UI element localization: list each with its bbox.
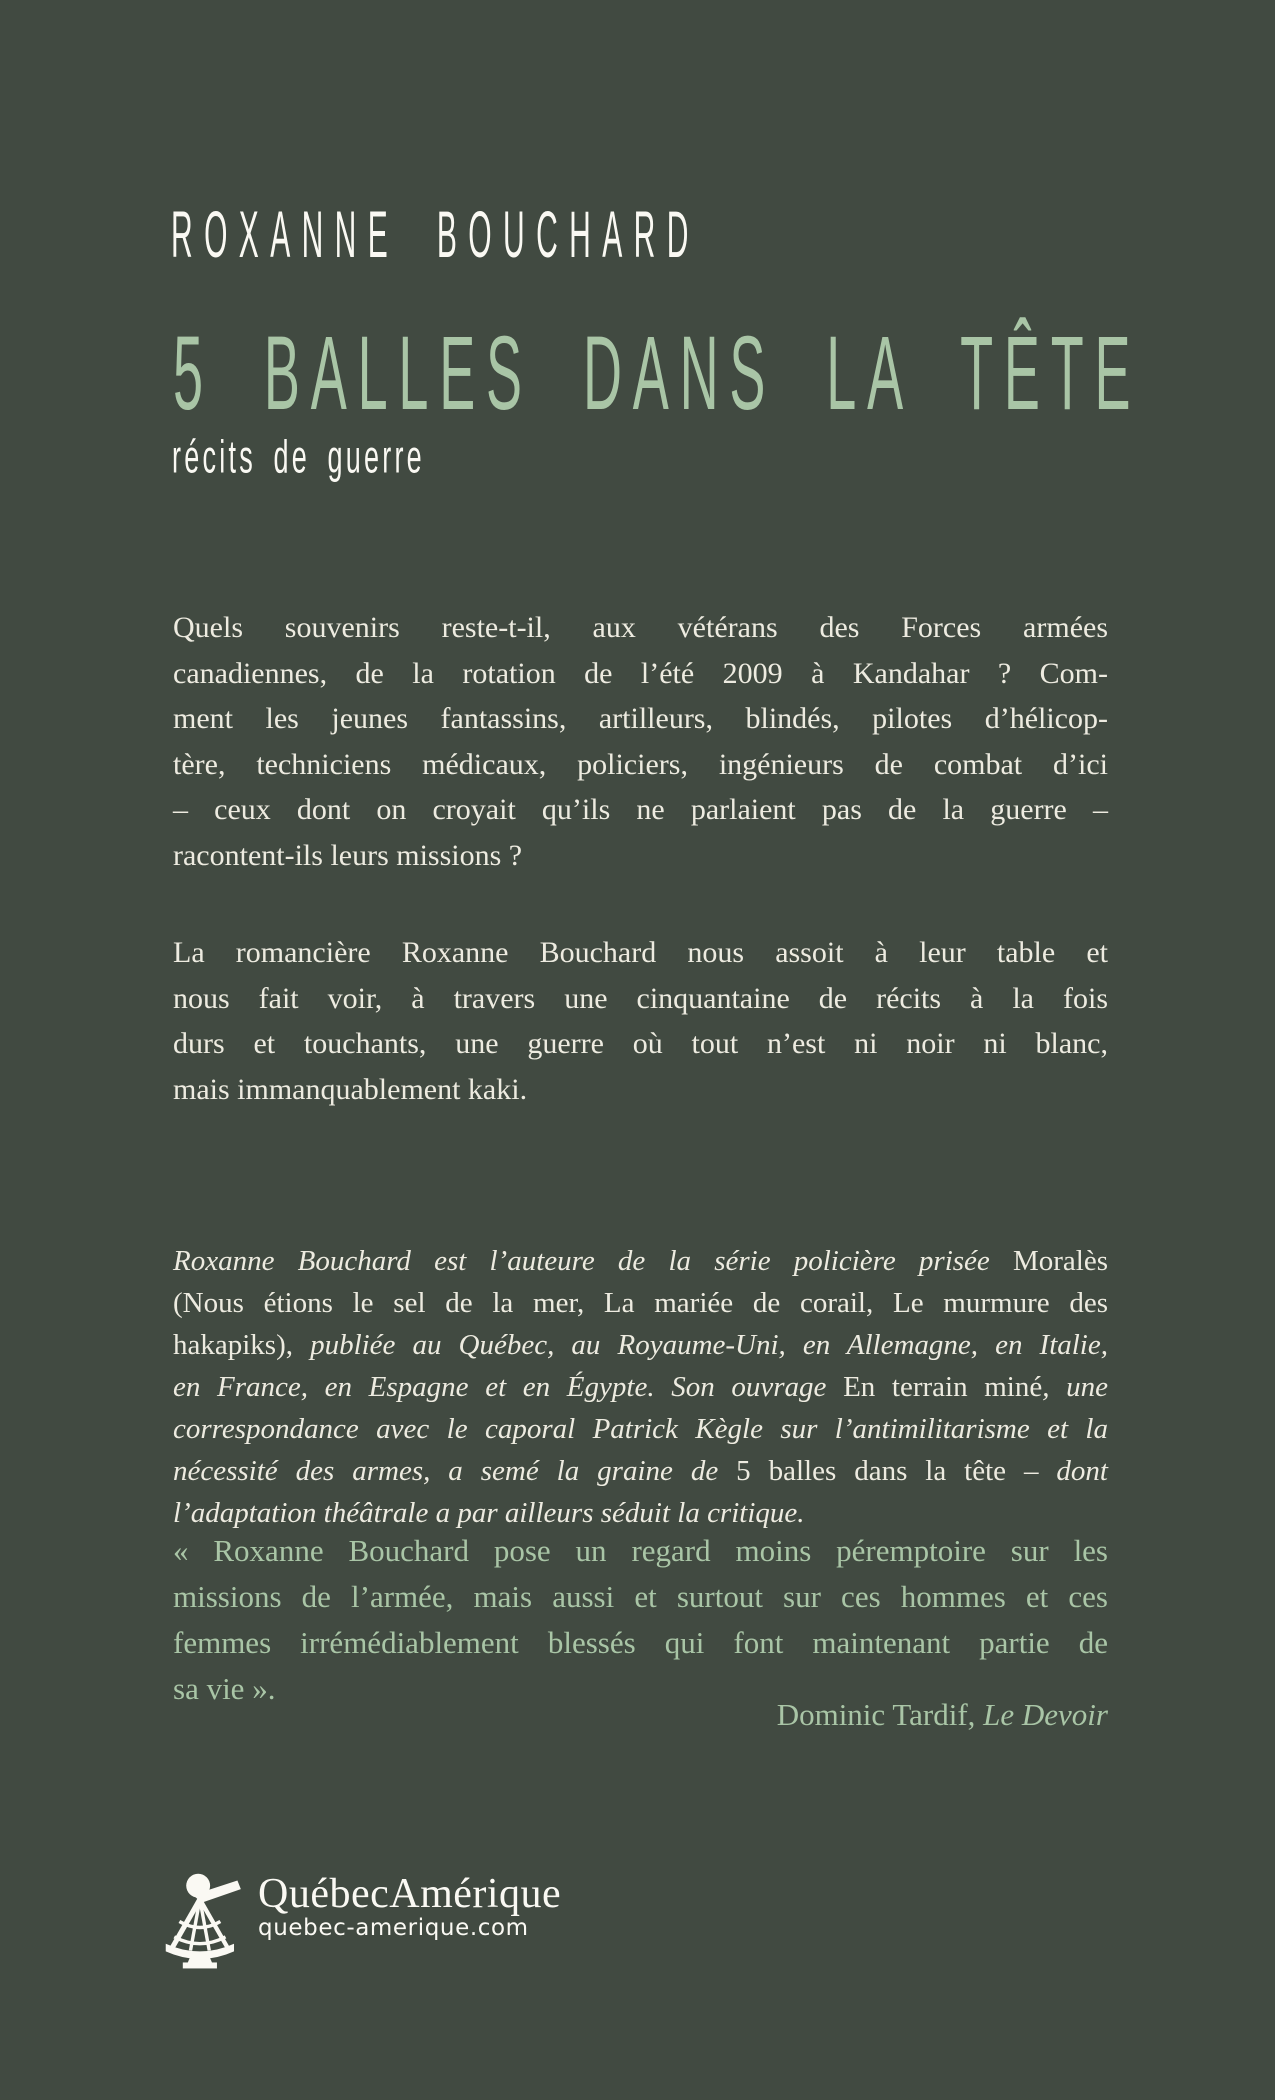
quote-attribution bbox=[173, 1695, 1108, 1735]
text-line bbox=[173, 787, 1108, 833]
text-segment: sa vie ». bbox=[173, 1671, 276, 1706]
text-line bbox=[173, 1067, 1108, 1113]
italic-text-segment: , une bbox=[1042, 1371, 1109, 1403]
book-subtitle: récits de guerre bbox=[172, 431, 425, 483]
text-line bbox=[173, 1021, 1108, 1067]
synopsis-paragraph-2 bbox=[173, 930, 1108, 1112]
text-line bbox=[173, 651, 1108, 697]
text-segment: durs et touchants, une guerre où tout n’est ni noir ni blanc, bbox=[173, 1027, 1108, 1060]
publisher-website: quebec-amerique.com bbox=[258, 1915, 529, 1941]
publisher-block bbox=[164, 1872, 561, 1971]
text-segment: hakapiks), bbox=[173, 1329, 311, 1361]
text-line bbox=[173, 1324, 1108, 1366]
text-segment: Quels souvenirs reste-t-il, aux vétérans des Forces armées bbox=[173, 611, 1108, 644]
text-segment: 5 balles dans la tête bbox=[736, 1455, 1007, 1487]
italic-text-segment: Roxanne Bouchard est l’auteure de la série policière prisée bbox=[173, 1245, 1013, 1277]
text-line bbox=[173, 1450, 1108, 1492]
text-line bbox=[173, 1366, 1108, 1408]
text-line bbox=[173, 1528, 1108, 1574]
text-segment: tère, techniciens médicaux, policiers, ingénieurs de combat d’ici bbox=[173, 747, 1108, 781]
italic-text-segment: correspondance avec le caporal Patrick Kègle sur l’antimilitarisme et la bbox=[173, 1413, 1108, 1445]
text-segment: La romancière Roxanne Bouchard nous assoit à leur table et bbox=[173, 936, 1108, 969]
italic-text-segment: Le Devoir bbox=[983, 1697, 1108, 1732]
press-quote bbox=[173, 1528, 1108, 1712]
synopsis-paragraph-1 bbox=[173, 605, 1108, 878]
text-line bbox=[173, 742, 1108, 788]
text-line bbox=[173, 1574, 1108, 1620]
italic-text-segment: – dont bbox=[1006, 1455, 1108, 1487]
italic-text-segment: nécessité des armes, a semé la graine de bbox=[173, 1455, 737, 1487]
text-line bbox=[173, 696, 1108, 742]
text-segment: Dominic Tardif, bbox=[776, 1697, 984, 1732]
text-line bbox=[173, 605, 1108, 651]
sextant-icon bbox=[164, 1872, 246, 1971]
text-segment: En terrain miné bbox=[843, 1371, 1043, 1403]
text-segment: missions de l’armée, mais aussi et surtout sur ces hommes et ces bbox=[173, 1579, 1108, 1614]
italic-text-segment: publiée au Québec, au Royaume-Uni, en Allemagne, en Italie, bbox=[310, 1329, 1108, 1361]
text-line bbox=[173, 1620, 1108, 1666]
text-segment: « Roxanne Bouchard pose un regard moins péremptoire sur les bbox=[173, 1533, 1108, 1568]
text-segment: mais immanquablement kaki. bbox=[173, 1072, 528, 1106]
text-segment: canadiennes, de la rotation de l’été 2009 à Kandahar ? Com- bbox=[173, 656, 1108, 690]
text-line bbox=[173, 833, 1108, 879]
italic-text-segment: en France, en Espagne et en Égypte. Son ouvrage bbox=[173, 1371, 844, 1403]
text-segment: – ceux dont on croyait qu’ils ne parlaient pas de la guerre – bbox=[173, 793, 1108, 826]
text-segment: (Nous étions le sel de la mer, La mariée de corail, Le murmure des bbox=[173, 1287, 1108, 1319]
text-line bbox=[173, 1408, 1108, 1450]
text-line bbox=[173, 1240, 1108, 1282]
italic-text-segment: l’adaptation théâtrale a par ailleurs séduit la critique. bbox=[173, 1497, 805, 1529]
publisher-text bbox=[258, 1872, 561, 1941]
text-segment: Moralès bbox=[1012, 1245, 1108, 1277]
book-title: 5 BALLES DANS LA TÊTE bbox=[173, 315, 1142, 433]
text-segment: femmes irrémédiablement blessés qui font maintenant partie de bbox=[173, 1625, 1108, 1660]
text-line bbox=[173, 930, 1108, 976]
text-segment: ment les jeunes fantassins, artilleurs, blindés, pilotes d’hélicop- bbox=[173, 702, 1108, 735]
text-segment: nous fait voir, à travers une cinquantaine de récits à la fois bbox=[173, 981, 1108, 1015]
text-line bbox=[173, 1282, 1108, 1324]
text-segment: racontent-ils leurs missions ? bbox=[173, 838, 523, 872]
author-bio-paragraph bbox=[173, 1240, 1108, 1534]
text-line bbox=[173, 976, 1108, 1022]
publisher-name: QuébecAmérique bbox=[258, 1871, 562, 1917]
author-name: ROXANNE BOUCHARD bbox=[171, 199, 700, 273]
